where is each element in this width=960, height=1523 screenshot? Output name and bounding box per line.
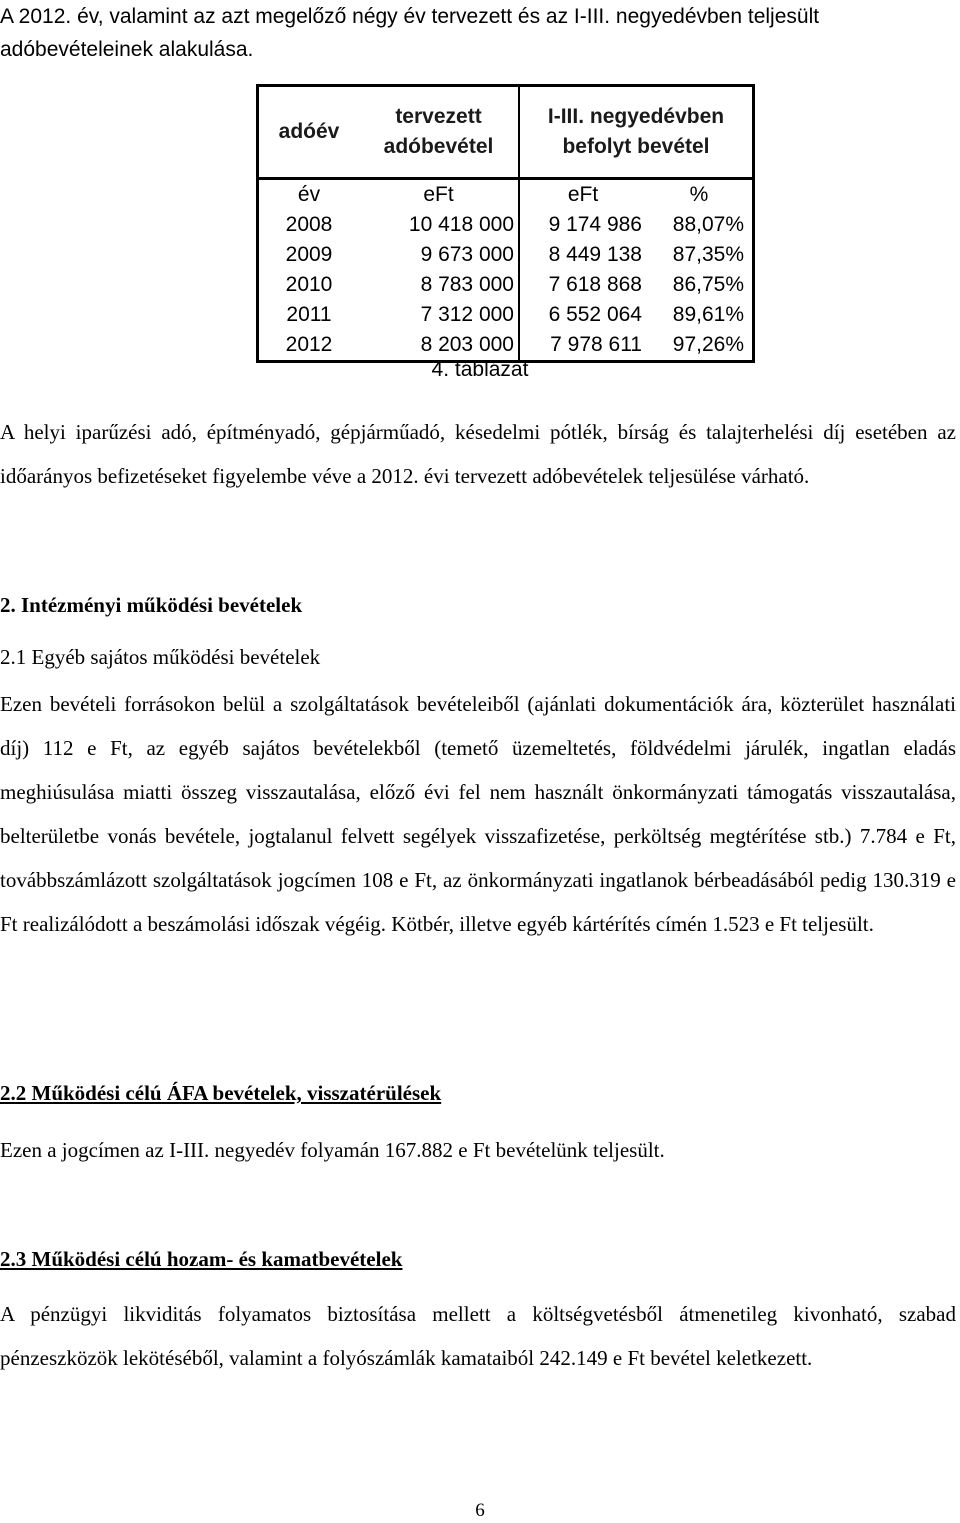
section-2-1-body: Ezen bevételi forrásokon belül a szolgáltatások bevételeiből (ajánlati dokumentációk ára, közterület használati díj) 112 e Ft, az egyéb sajátos bevételekből (temető üzemeltetés, földvédelmi járulék, ingatlan eladás meghiúsulása miatti összeg visszautalása, előző évi fel nem használt önkormányzati támogatás visszautalása, belterületbe vonás bevétele, jogtalanul felvett segélyek visszafizetése, perköltség megtérítése stb.) 7.784 e Ft, továbbszámlázott szolgáltatások jogcímen 108 e Ft, az önkormányzati ingatlanok bérbeadásából pedig 130.319 e Ft realizálódott a beszámolási időszak végéig. Kötbér, illetve egyéb kártérítés címén 1.523 e Ft teljesült.: [0, 692, 956, 936]
intro-text: [0, 0, 960, 66]
table-row: [258, 240, 754, 270]
cell-pct: 86,75%: [646, 270, 754, 300]
cell-pct: 97,26%: [646, 330, 754, 362]
cell-received: 8 449 138: [519, 240, 646, 270]
section-2-1-title: 2.1 Egyéb sajátos működési bevételek: [0, 645, 321, 669]
unit-planned: eFt: [359, 179, 519, 211]
header-tervezett-line1: tervezett: [395, 105, 482, 128]
table-row: [258, 300, 754, 330]
section-2-3-body: A pénzügyi likviditás folyamatos biztosítása mellett a költségvetésből átmenetileg kivonható, szabad pénzeszközök lekötéséből, valamint a folyószámlák kamataiból 242.149 e Ft bevétel keletkezett.: [0, 1302, 956, 1370]
table-row: [258, 270, 754, 300]
table-caption: 4. táblázat: [431, 358, 529, 381]
header-tervezett-line2: adóbevétel: [383, 135, 494, 158]
paragraph-local-taxes: A helyi iparűzési adó, építményadó, gépjárműadó, késedelmi pótlék, bírság és talajterhelési díj esetében az időarányos befizetéseket figyelembe véve a 2012. évi tervezett adóbevételek teljesülése várható.: [0, 420, 956, 488]
section-2-3-title: [0, 1247, 402, 1272]
header-befolyt-line1: I-III. negyedévben: [547, 105, 725, 128]
section-2-2-title: [0, 1081, 441, 1106]
cell-year: 2011: [258, 300, 360, 330]
table-units-row: [258, 179, 754, 211]
cell-year: 2010: [258, 270, 360, 300]
section-2-2-body: Ezen a jogcímen az I-III. negyedév folyamán 167.882 e Ft bevételünk teljesült.: [0, 1138, 665, 1162]
header-tervezett: [359, 86, 519, 179]
cell-pct: 87,35%: [646, 240, 754, 270]
cell-planned: 8 203 000: [359, 330, 519, 362]
header-befolyt-line2: befolyt bevétel: [562, 135, 710, 158]
unit-received: eFt: [519, 179, 646, 211]
cell-year: 2008: [258, 210, 360, 240]
tax-revenue-table: [256, 84, 755, 363]
cell-received: 7 618 868: [519, 270, 646, 300]
cell-planned: 7 312 000: [420, 303, 514, 326]
cell-year: 2009: [258, 240, 360, 270]
cell-pct: 89,61%: [646, 300, 754, 330]
page-number: 6: [475, 1500, 485, 1521]
cell-planned: 8 783 000: [420, 273, 514, 296]
table-header-row: [258, 86, 754, 179]
tax-revenue-table-wrap: [256, 84, 755, 363]
unit-pct: %: [646, 179, 754, 211]
cell-planned: 9 673 000: [420, 243, 514, 266]
table-row: [258, 210, 754, 240]
section-2-title: 2. Intézményi működési bevételek: [0, 593, 303, 617]
header-adoev: adóév: [258, 86, 360, 179]
section-2-3-title-text: 2.3 Működési célú hozam- és kamatbevételek: [0, 1247, 403, 1271]
header-befolyt: [519, 86, 754, 179]
cell-year: 2012: [258, 330, 360, 362]
cell-received: 7 978 611: [519, 330, 646, 362]
cell-received: 9 174 986: [519, 210, 646, 240]
cell-pct: 88,07%: [646, 210, 754, 240]
intro-line-2: adóbevételeinek alakulása.: [0, 38, 254, 61]
cell-received: 6 552 064: [519, 300, 646, 330]
intro-line-1: A 2012. év, valamint az azt megelőző négy év tervezett és az I-III. negyedévben teljesült: [0, 5, 820, 28]
unit-ev: év: [258, 179, 360, 211]
table-row: [258, 330, 754, 362]
section-2-2-title-text: 2.2 Működési célú ÁFA bevételek, visszatérülések: [0, 1081, 442, 1105]
cell-planned: 10 418 000: [408, 213, 514, 236]
